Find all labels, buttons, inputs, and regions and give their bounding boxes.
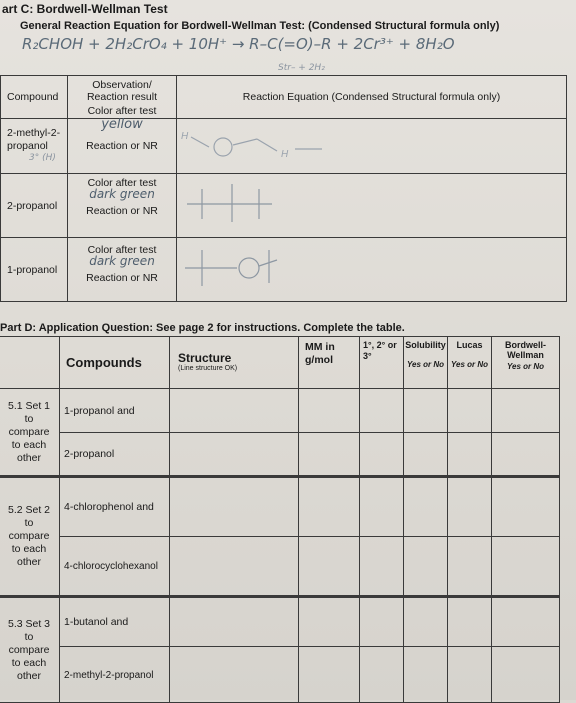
row-1-color-label: Color after test [87,105,157,117]
set-2-compound-2-bordwell [492,537,560,597]
row-1-compound-cell [1,119,68,174]
set-1-compound-2: 2-propanol [64,448,115,460]
row-3-observation-cell [68,238,177,302]
equation-header-cell [177,76,567,119]
handwritten-equation: R₂CHOH + 2H₂CrO₄ + 10H⁺ → R–C(=O)–R + 2Cr³⁺ + 8H₂O [22,35,455,53]
row-2-reaction-label: Reaction or NR [86,205,158,217]
compound-header: Compound [7,91,59,103]
degree-header-cell [360,337,404,389]
set-3-label-cell [0,597,60,703]
set-1-compound-1-solubility [404,389,448,433]
set-3-compound-1-solubility [404,597,448,647]
bordwell-yes-no: Yes or No [506,362,545,371]
set-2-compound-2-lucas [448,537,492,597]
set-1-compound-1-structure [170,389,299,433]
compound-header-cell [1,76,68,119]
set-1-label-cell [0,389,60,477]
lucas-header-cell [448,337,492,389]
set-3-compound-1-mm [299,597,360,647]
set-1-compound-1-lucas [448,389,492,433]
set-1-compound-2-cell [60,433,170,477]
observation-header-cell [68,76,177,119]
row-2-color-value: dark green [89,187,155,201]
row-3-structure-sketch [177,238,377,298]
structure-header: Structure [178,351,232,365]
set-1-label: 5.1 Set 1 to compare to each other [7,399,51,464]
degree-header: 1°, 2° or 3° [363,340,397,361]
row-3-reaction-label: Reaction or NR [86,272,158,284]
set-1-compound-1-cell [60,389,170,433]
row-1-compound: 2-methyl-2-propanol [7,127,61,152]
set-1-compound-2-mm [299,433,360,477]
set-1-compound-2-degree [360,433,404,477]
mm-header: MM in g/mol [305,341,335,366]
bordwell-header: Bordwell-Wellman [504,340,546,360]
compounds-header: Compounds [66,355,142,370]
set-header-cell [0,337,60,389]
set-2-compound-2-mm [299,537,360,597]
solubility-yes-no: Yes or No [406,360,445,369]
part-d-table [0,336,560,703]
row-2-compound: 2-propanol [7,199,58,212]
row-1-observation-cell [68,119,177,174]
compounds-header-cell [60,337,170,389]
set-2-compound-1-solubility [404,477,448,537]
set-1-compound-1: 1-propanol and [64,404,135,417]
set-2-compound-1-bordwell [492,477,560,537]
set-2-compound-1-lucas [448,477,492,537]
set-2-label-cell [0,477,60,597]
set-2-compound-2-solubility [404,537,448,597]
row-3-color-value: dark green [89,254,155,268]
set-1-compound-2-bordwell [492,433,560,477]
general-equation-label: General Reaction Equation for Bordwell-Wellman Test: (Condensed Structural formula only) [20,20,500,32]
row-1-note: 3° (H) [29,153,56,163]
row-3-compound-cell [1,238,68,302]
solubility-header: Solubility [405,340,446,350]
row-2-observation-cell [68,174,177,238]
set-3-compound-1-cell [60,597,170,647]
row-1-color-value: yellow [101,117,143,132]
row-3-color-label: Color after test [87,244,157,256]
set-3-compound-2-bordwell [492,647,560,703]
set-1-compound-1-mm [299,389,360,433]
set-1-compound-1-bordwell [492,389,560,433]
set-2-compound-1-mm [299,477,360,537]
handwritten-note: Str– + 2H₂ [278,63,325,73]
set-3-compound-2-solubility [404,647,448,703]
part-c-table [0,75,567,302]
bordwell-header-cell [492,337,560,389]
row-1-reaction-label: Reaction or NR [86,140,158,152]
observation-header: Observation/ Reaction result [86,79,158,103]
set-2-compound-1-structure [170,477,299,537]
set-2-compound-2: 4-chlorocyclohexanol [64,561,158,572]
set-2-compound-1-degree [360,477,404,537]
svg-text:H: H [181,131,189,142]
lucas-header: Lucas [456,340,483,350]
row-1-structure-cell [177,119,567,174]
set-3-compound-1: 1-butanol and [64,616,129,628]
set-2-compound-1-cell [60,477,170,537]
lucas-yes-no: Yes or No [450,360,489,369]
row-3-structure-cell [177,238,567,302]
set-2-compound-1: 4-chlorophenol and [64,501,154,513]
row-1-structure-sketch [177,119,377,169]
row-2-structure-cell [177,174,567,238]
part-d-title: Part D: Application Question: See page 2 for instructions. Complete the table. [0,322,405,334]
set-3-compound-1-degree [360,597,404,647]
set-3-compound-2-lucas [448,647,492,703]
set-2-compound-2-cell [60,537,170,597]
structure-header-cell [170,337,299,389]
solubility-header-cell [404,337,448,389]
set-1-compound-2-lucas [448,433,492,477]
row-2-structure-sketch [177,174,377,234]
set-3-label: 5.3 Set 3 to compare to each other [7,617,51,682]
set-3-compound-2-mm [299,647,360,703]
set-3-compound-1-structure [170,597,299,647]
structure-subheader: (Line structure OK) [178,365,238,372]
mm-header-cell [299,337,360,389]
row-2-compound-cell [1,174,68,238]
set-3-compound-1-bordwell [492,597,560,647]
set-1-compound-2-solubility [404,433,448,477]
set-3-compound-1-lucas [448,597,492,647]
set-1-compound-1-degree [360,389,404,433]
svg-text:H: H [281,149,289,160]
set-3-compound-2-cell [60,647,170,703]
set-1-compound-2-structure [170,433,299,477]
row-3-compound: 1-propanol [7,263,58,276]
set-3-compound-2: 2-methyl-2-propanol [64,669,154,681]
row-2-color-label: Color after test [87,177,157,189]
set-2-compound-2-structure [170,537,299,597]
equation-header: Reaction Equation (Condensed Structural formula only) [242,91,501,103]
set-2-compound-2-degree [360,537,404,597]
part-c-title: art C: Bordwell-Wellman Test [2,2,168,16]
set-3-compound-2-degree [360,647,404,703]
set-2-label: 5.2 Set 2 to compare to each other [7,504,51,568]
set-3-compound-2-structure [170,647,299,703]
